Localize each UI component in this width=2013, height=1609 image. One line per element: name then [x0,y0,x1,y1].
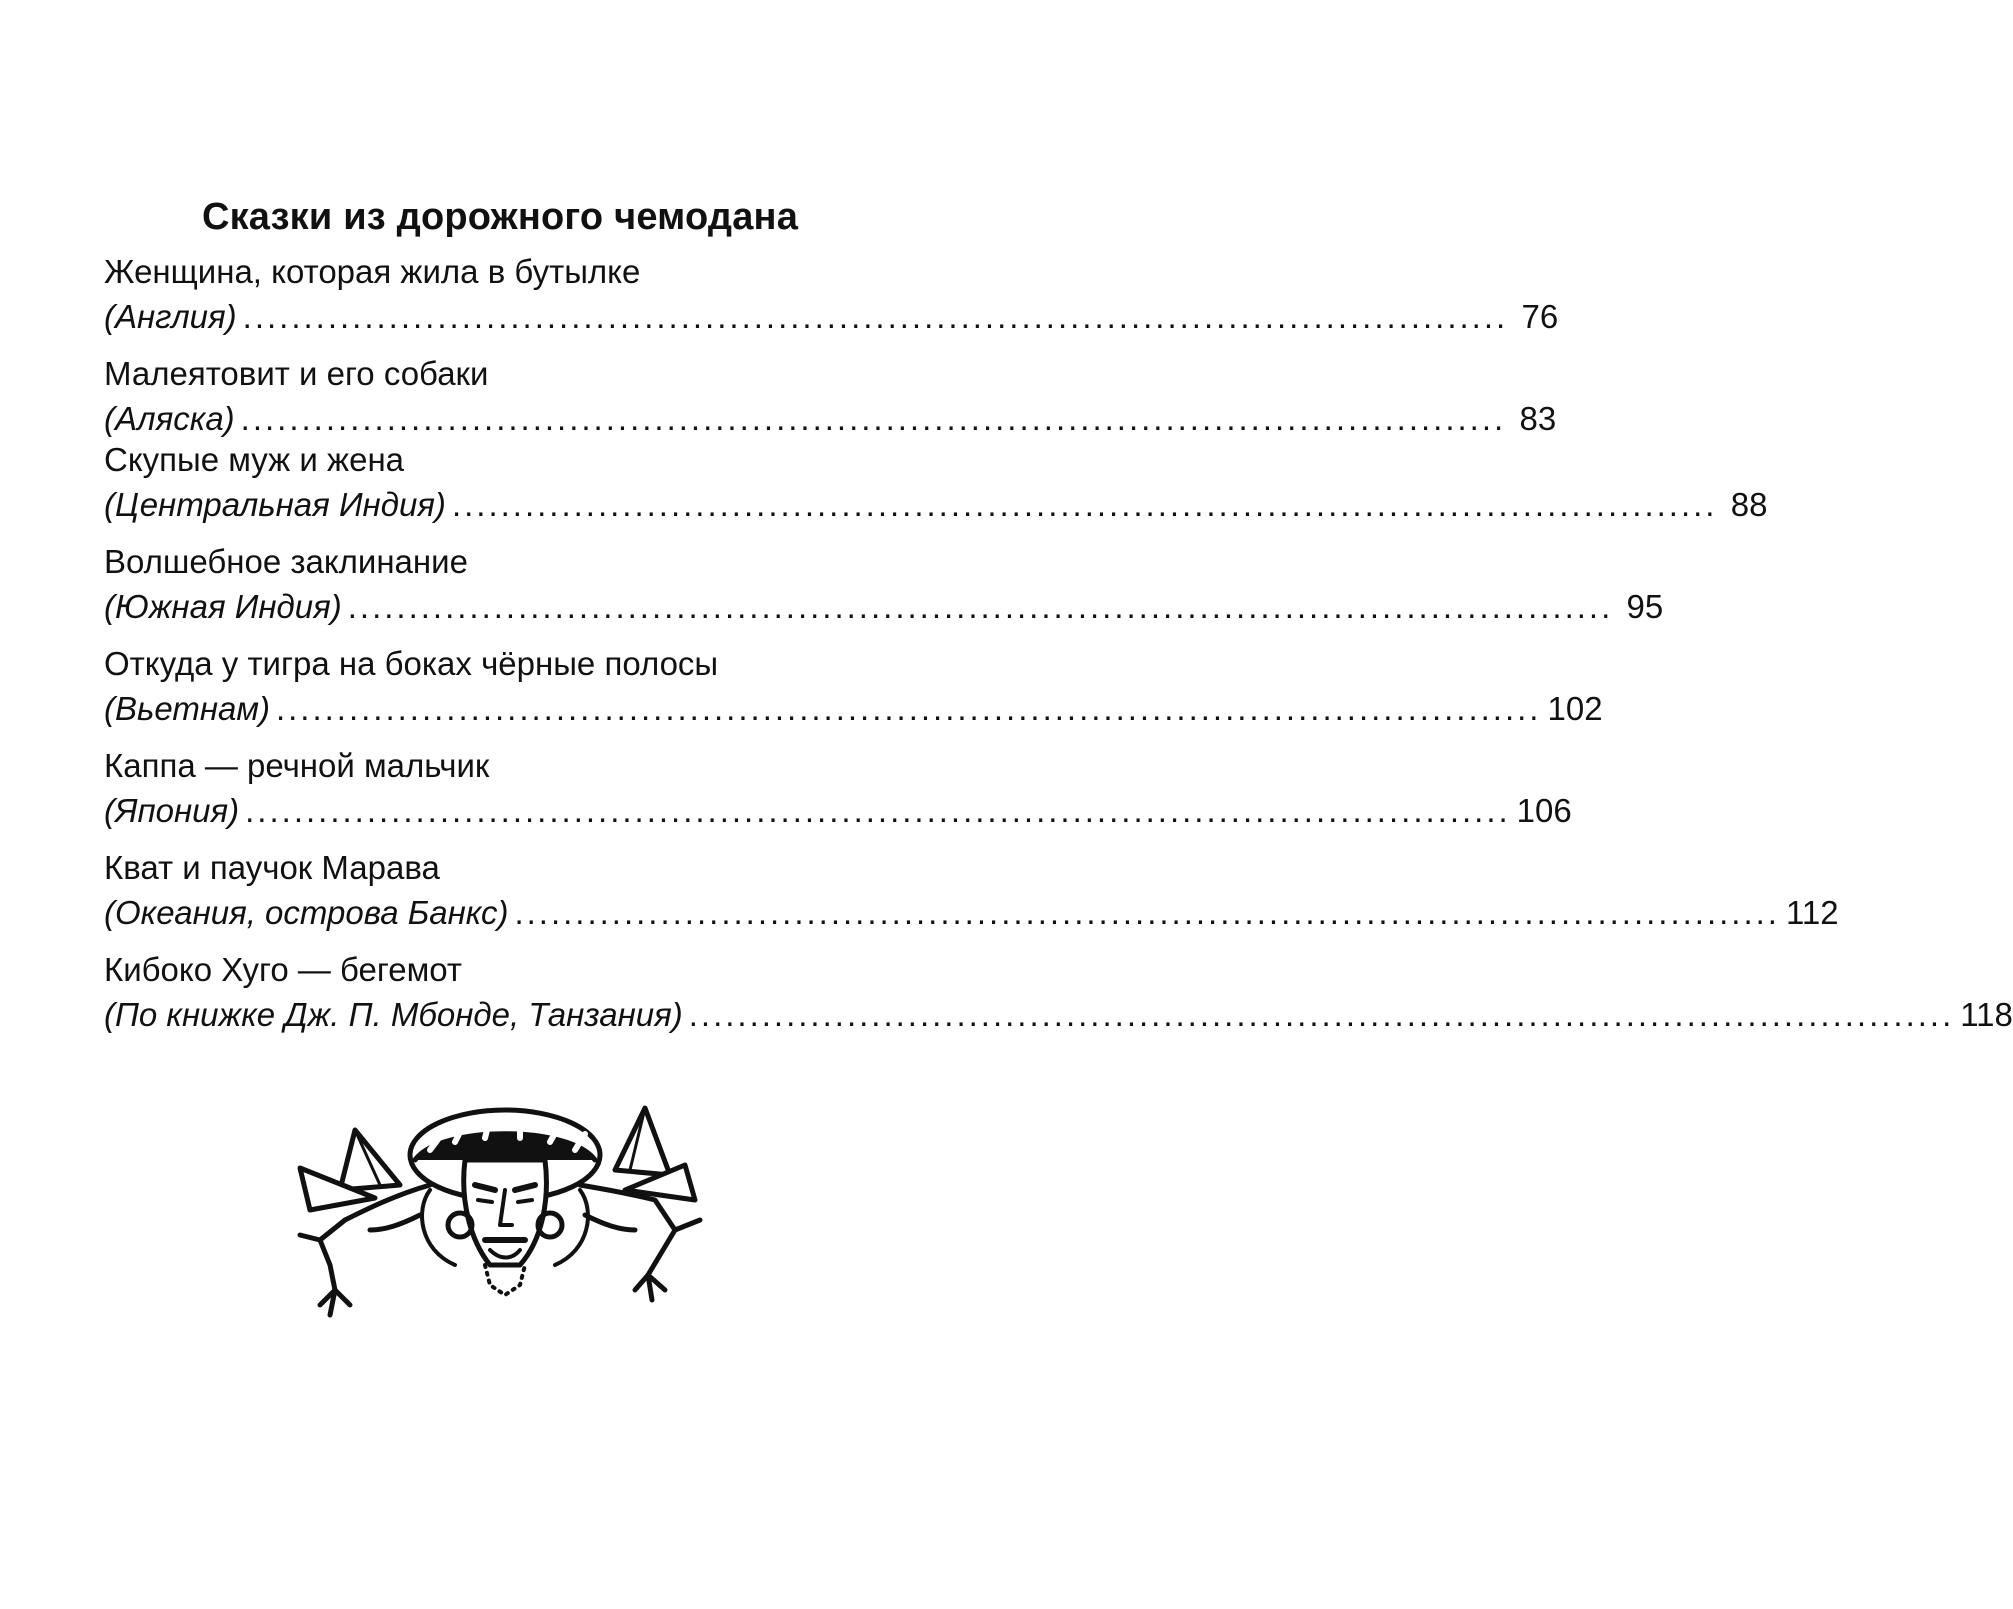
entry-line [104,399,1557,439]
entry-line [104,485,1768,525]
dot-leader: ........................................................................................................ [347,588,1614,625]
entry-line [104,297,1559,337]
entry-origin: (Вьетнам) [104,690,270,727]
dot-leader: ........................................................................................................ [275,690,1542,727]
entry-line [104,689,1603,729]
entry-line [104,893,1839,933]
entry-page-number: 76 [1521,298,1559,335]
entry-origin: (Океания, острова Банкс) [104,894,509,931]
entry-page-number: 88 [1730,486,1768,523]
toc-entry[interactable] [104,746,1572,831]
entry-title: Скупые муж и жена [104,441,405,478]
toc-entry[interactable] [104,252,1559,337]
entry-origin: (Аляска) [104,400,235,437]
dot-leader: ........................................................................................................ [242,298,1509,335]
entry-page-number: 118 [1960,996,2013,1033]
toc-entry[interactable] [104,542,1664,627]
entry-page-number: 83 [1519,400,1557,437]
entry-origin: (Южная Индия) [104,588,342,625]
toc-entry[interactable] [104,644,1603,729]
entry-origin: (Япония) [104,792,240,829]
spider-with-mask-illustration [280,1090,730,1340]
section-title: Сказки из дорожного чемодана [201,196,799,238]
entry-page-number: 112 [1785,894,1839,931]
dot-leader: ........................................................................................................ [240,400,1507,437]
toc-entry[interactable] [104,950,2013,1035]
toc-entry[interactable] [104,440,1768,525]
entry-page-number: 95 [1626,588,1664,625]
entry-origin: (По книжке Дж. П. Мбонде, Танзания) [104,996,683,1033]
entry-title: Волшебное заклинание [104,543,468,580]
entry-title: Малеятовит и его собаки [104,355,489,392]
dot-leader: ........................................................................................................ [451,486,1718,523]
entry-title: Каппа — речной мальчик [104,747,490,784]
dot-leader: ........................................................................................................ [514,894,1780,931]
entry-page-number: 102 [1547,690,1603,727]
toc-entry[interactable] [104,354,1557,439]
entry-origin: (Центральная Индия) [104,486,446,523]
entry-page-number: 106 [1516,792,1572,829]
entry-title: Откуда у тигра на боках чёрные полосы [104,645,719,682]
toc-entry[interactable] [104,848,1839,933]
entry-title: Женщина, которая жила в бутылке [104,253,641,290]
entry-line [104,791,1572,831]
entry-title: Кибоко Хуго — бегемот [104,951,463,988]
entry-origin: (Англия) [104,298,237,335]
entry-line [104,995,2013,1035]
entry-line [104,587,1664,627]
entry-title: Кват и паучок Марава [104,849,440,886]
dot-leader: ........................................................................................................ [245,792,1511,829]
dot-leader: ........................................................................................................ [688,996,1955,1033]
